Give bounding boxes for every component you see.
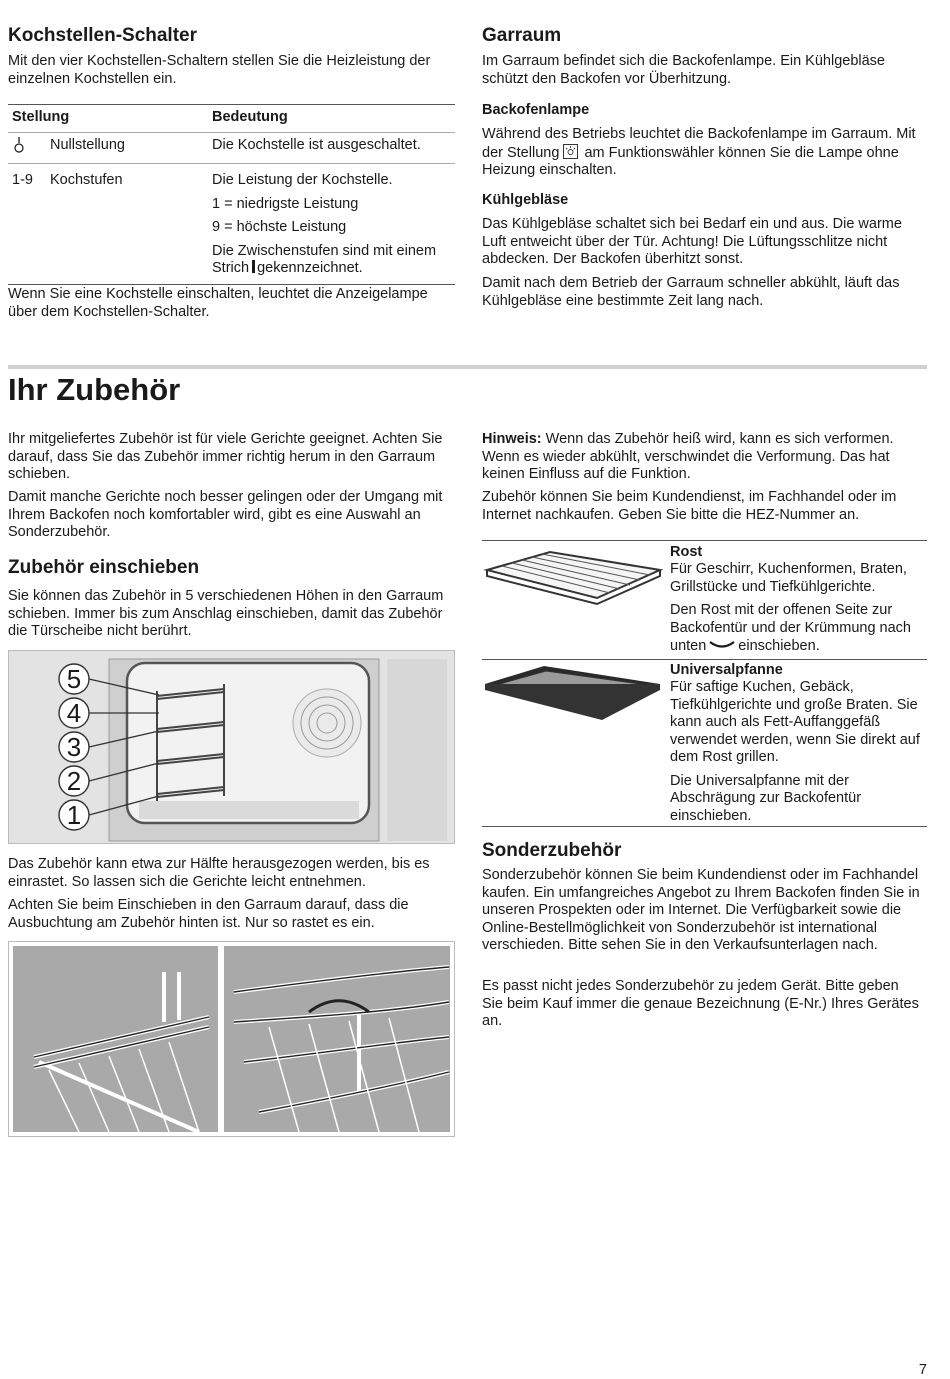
row-desc: 1 = niedrigste Leistung xyxy=(212,195,359,212)
subtitle-kuehlgeblaese: Kühlgebläse xyxy=(482,192,569,208)
table-header-bedeutung: Bedeutung xyxy=(212,109,288,125)
level-label: 1 xyxy=(66,800,82,830)
rost-title: Rost xyxy=(670,544,703,560)
fan-text-2: Damit nach dem Betrieb der Garraum schneller abkühlt, läuft das Kühlgebläse eine bestimmte Zeit lang nach. xyxy=(482,275,900,309)
row-desc-strich: Die Zwischenstufen sind mit einem Strich gekennzeichnet. xyxy=(212,242,437,276)
strich-icon xyxy=(252,260,255,273)
accessory-table-mid-rule xyxy=(482,659,927,660)
bezug-text: Zubehör können Sie beim Kundendienst, im Fachhandel oder im Internet nachkaufen. Geben Sie bitte die HEZ-Nummer an. xyxy=(482,489,897,523)
section-title-kochstellen: Kochstellen-Schalter xyxy=(8,25,197,46)
einschieben-p2: Das Zubehör kann etwa zur Hälfte herausgezogen werden, bis es einrastet. So lassen sich die Gerichte leicht entnehmen. xyxy=(8,856,430,890)
kochstellen-table xyxy=(8,104,455,285)
hinweis: Hinweis: Wenn das Zubehör heiß wird, kann es sich verformen. Wenn es wieder abkühlt, verschwindet die Verformung. Das hat keinen Einfluss auf die Funktion. xyxy=(482,431,894,482)
table-row xyxy=(8,133,455,165)
rost-p1: Für Geschirr, Kuchenformen, Braten, Grillstücke und Tiefkühlgerichte. xyxy=(670,561,907,595)
pfanne-title: Universalpfanne xyxy=(670,662,783,678)
zubehoer-p2: Damit manche Gerichte noch besser gelingen oder der Umgang mit Ihrem Backofen noch komfortabler wird, gibt es eine Auswahl an Sonderzubehör. xyxy=(8,489,443,540)
row-desc: Die Leistung der Kochstelle. xyxy=(212,172,393,188)
row-symbol: 1-9 xyxy=(12,172,33,188)
level-label: 4 xyxy=(66,698,82,728)
einschieben-p1: Sie können das Zubehör in 5 verschiedenen Höhen in den Garraum schieben. Immer bis zum Anschlag einschieben, damit das Zubehör die Türscheibe nicht berührt. xyxy=(8,588,444,639)
lamp-icon xyxy=(563,144,578,159)
pfanne-p2: Die Universalpfanne mit der Abschrägung zur Backofentür einschieben. xyxy=(670,772,862,824)
oven-levels-illustration xyxy=(8,650,455,844)
page-number: 7 xyxy=(918,1362,927,1378)
curve-down-icon xyxy=(709,637,735,645)
page-title-zubehoer: Ihr Zubehör xyxy=(8,372,181,407)
table-row xyxy=(8,164,455,284)
null-position-icon xyxy=(12,137,50,159)
kochstellen-intro: Mit den vier Kochstellen-Schaltern stellen Sie die Heizleistung der einzelnen Kochstellen ein. xyxy=(8,53,431,87)
lamp-text: Während des Betriebs leuchtet die Backofenlampe im Garraum. Mit der Stellung am Funktionswähler können Sie die Lampe ohne Heizung einschalten. xyxy=(482,126,916,178)
accessory-table-top-rule xyxy=(482,540,927,541)
table-header-stellung: Stellung xyxy=(12,109,70,125)
sonder-p2: Es passt nicht jedes Sonderzubehör zu jedem Gerät. Bitte geben Sie beim Kauf immer die genaue Bezeichnung (E-Nr.) Ihres Gerätes an. xyxy=(482,978,919,1029)
section-divider xyxy=(8,365,927,369)
zubehoer-p1: Ihr mitgeliefertes Zubehör ist für viele Gerichte geeignet. Achten Sie darauf, dass Sie das Zubehör immer richtig herum in den Garraum schieben. xyxy=(8,431,443,482)
sonder-p1: Sonderzubehör können Sie beim Kundendienst oder im Fachhandel kaufen. Ein umfangreiches Angebot zu Ihrem Backofen finden Sie in unseren Prospekten oder im Internet. Die Verfügbarkeit sowie die Online-Bestellmöglichkeit von Sonderzubehör ist international verschieden. Bitte sehen Sie in den Verkaufsunterlagen nach. xyxy=(482,867,920,953)
fan-text: Das Kühlgebläse schaltet sich bei Bedarf ein und aus. Die warme Luft entweicht über der Tür. Achtung! Die Lüftungsschlitze nicht abdecken. Der Backofen überhitzt sonst. xyxy=(482,216,902,267)
rack-detail-illustration xyxy=(8,941,455,1137)
section-title-sonderzubehoer: Sonderzubehör xyxy=(482,840,622,861)
einschieben-p3: Achten Sie beim Einschieben in den Garraum darauf, dass die Ausbuchtung am Zubehör hinten ist. Nur so rastet es ein. xyxy=(8,897,409,931)
subtitle-backofenlampe: Backofenlampe xyxy=(482,102,590,118)
table-header xyxy=(8,105,455,133)
row-name: Nullstellung xyxy=(50,136,125,153)
pan-icon xyxy=(482,662,664,724)
pfanne-p1: Für saftige Kuchen, Gebäck, Tiefkühlgerichte und große Braten. Sie kann auch als Fett-Auffanggefäß verwendet werden, wenn Sie direkt auf dem Rost grillen. xyxy=(670,679,920,765)
accessory-row-universalpfanne xyxy=(482,662,927,826)
garraum-intro: Im Garraum befindet sich die Backofenlampe. Ein Kühlgebläse schützt den Backofen vor Überhitzung. xyxy=(482,53,885,87)
row-desc: 9 = höchste Leistung xyxy=(212,219,347,235)
accessory-row-rost xyxy=(482,544,927,658)
rack-icon xyxy=(482,546,664,612)
section-title-garraum: Garraum xyxy=(482,25,562,46)
kochstellen-after: Wenn Sie eine Kochstelle einschalten, leuchtet die Anzeigelampe über dem Kochstellen-Schalter. xyxy=(8,286,428,320)
accessory-table-bottom-rule xyxy=(482,826,927,827)
row-desc: Die Kochstelle ist ausgeschaltet. xyxy=(212,136,421,153)
level-label: 5 xyxy=(66,664,82,694)
level-label: 2 xyxy=(66,766,82,796)
level-label: 3 xyxy=(66,732,82,762)
row-name: Kochstufen xyxy=(50,172,123,188)
rost-p2: Den Rost mit der offenen Seite zur Backofentür und der Krümmung nach unten einschieben. xyxy=(670,602,911,654)
section-title-einschieben: Zubehör einschieben xyxy=(8,557,200,578)
